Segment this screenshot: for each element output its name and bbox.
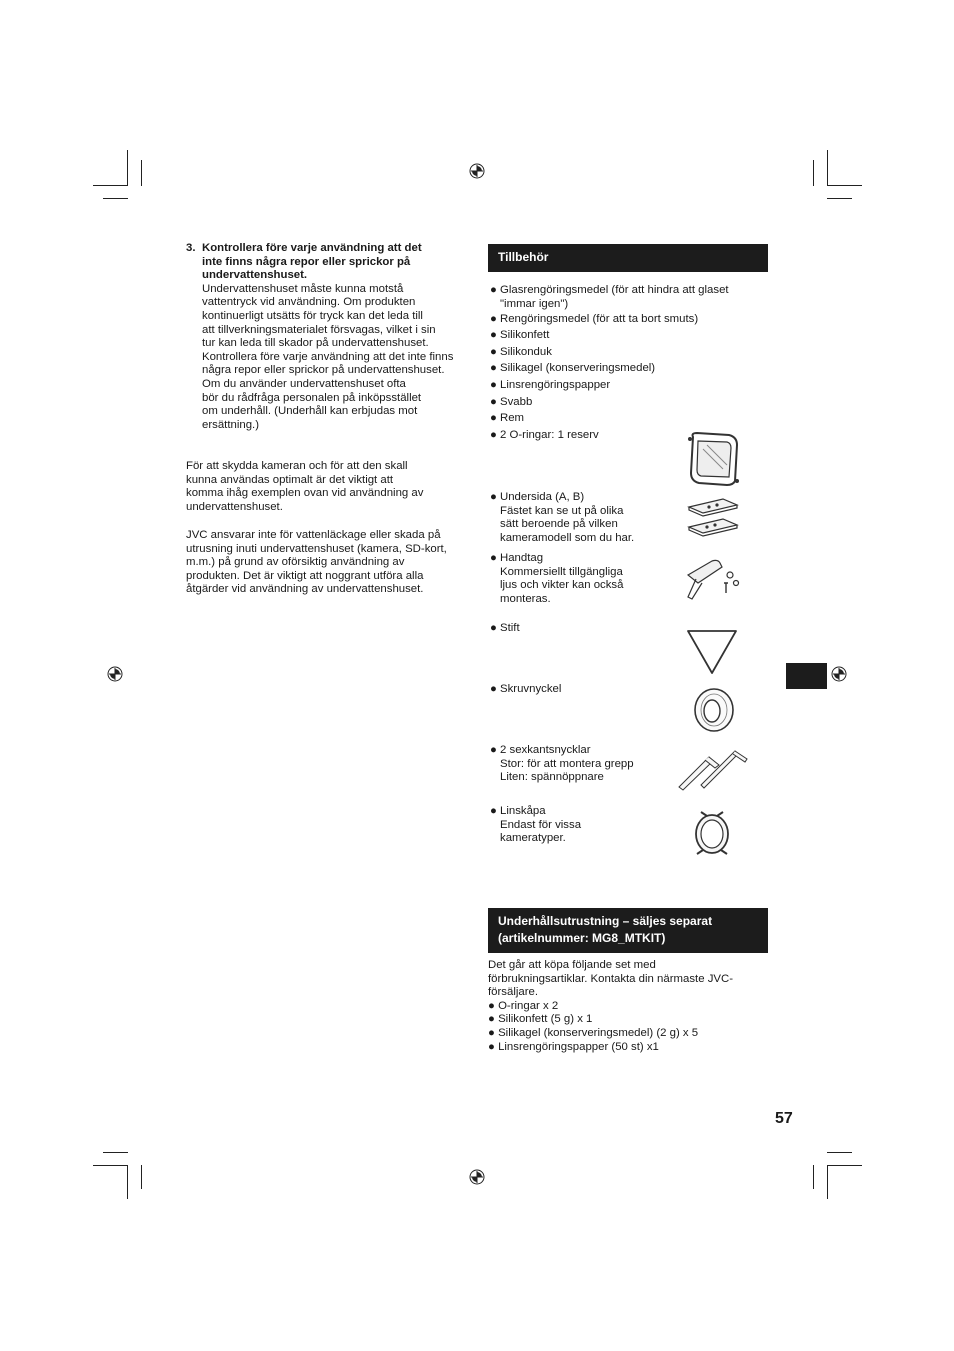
list-item: ● Silikonduk: [490, 346, 552, 358]
pin-icon: [685, 628, 739, 676]
bullet-icon: ●: [490, 552, 497, 564]
bullet-icon: ●: [488, 1013, 495, 1026]
paragraph-protect-camera: För att skydda kameran och för att den skall kunna användas optimalt är det viktigt att komma ihåg exemplen ovan vid användning av undervattenshuset.: [186, 460, 424, 513]
screw-wrench-icon: [691, 686, 735, 734]
list-item: ● Rem: [490, 412, 525, 424]
list-item: ● Rengöringsmedel (för att ta bort smuts): [490, 313, 699, 325]
lens-cover-icon: [691, 806, 733, 862]
bullet-icon: ●: [488, 1040, 495, 1053]
step-heading: Kontrollera före varje användning att det inte finns några repor eller sprickor på undervattenshuset.: [202, 242, 422, 282]
registration-mark-icon: [469, 1169, 485, 1185]
maintenance-list: Det går att köpa följande set med förbrukningsartiklar. Kontakta din närmaste JVC- försäljare. ● O-ringar x 2 ● Silikonfett (5 g) x 1 ● Silikagel (konserveringsmedel) (2 g) x 5 ● Linsrengöringspapper (50 st) x1: [488, 959, 768, 1054]
bullet-icon: ●: [490, 284, 497, 296]
bullet-icon: ●: [490, 429, 497, 441]
paragraph-liability: JVC ansvarar inte för vattenläckage eller skada på utrusning inuti undervattenshuset (kamera, SD-kort, m.m.) på grund av oförsiktig användning av produkten. Det är viktigt att noggrant utföra alla åtgärder vid användning av undervattenshuset.: [186, 529, 447, 596]
bullet-icon: ●: [490, 805, 497, 817]
list-item: ● 2 O-ringar: 1 reserv: [490, 429, 599, 441]
list-item: ● Silikagel (konserveringsmedel) (2 g) x 5: [488, 1026, 699, 1039]
bullet-icon: ●: [490, 396, 497, 408]
list-item: ● Silikonfett (5 g) x 1: [488, 1013, 593, 1026]
list-item: ● Stift: [490, 622, 520, 634]
bullet-icon: ●: [490, 683, 497, 695]
step-number: 3.: [186, 242, 196, 254]
list-item: ● Glasrengöringsmedel (för att hindra att glaset "immar igen"): [490, 284, 729, 310]
list-item: ● Silikagel (konserveringsmedel): [490, 362, 656, 374]
list-item: ● Handtag Kommersiellt tillgängliga ljus och vikter kan också monteras.: [490, 552, 624, 605]
list-item: ● Undersida (A, B) Fästet kan se ut på olika sätt beroende på vilken kameramodell som du har.: [490, 491, 635, 544]
bullet-icon: ●: [490, 329, 497, 341]
registration-mark-icon: [107, 666, 123, 682]
step-body-text: Undervattenshuset måste kunna motstå vattentryck vid användning. Om produkten kontinuerligt utsätts för tryck kan det leda till att tillverkningsmaterialet försvagas, vilket i sin tur kan leda till skador på undervattenshuset. Kontrollera före varje användning att det inte finns några repor eller sprickor på undervattenshuset. Om du använder undervattenshuset ofta bör du rådfråga personalen på inköpsstället om underhåll. (Underhåll kan erbjudas mot ersättning.): [202, 282, 454, 431]
bullet-icon: ●: [488, 1026, 495, 1039]
list-item: ● Linskåpa Endast för vissa kameratyper.: [490, 805, 582, 845]
list-item: ● Skruvnyckel: [490, 683, 562, 695]
list-item: ● Linsrengöringspapper (50 st) x1: [488, 1040, 659, 1053]
step-3: [202, 242, 474, 432]
list-item: ● Svabb: [490, 396, 533, 408]
list-item: ● Linsrengöringspapper: [490, 379, 611, 391]
bullet-icon: ●: [490, 346, 497, 358]
section-tab: [786, 663, 827, 689]
bullet-icon: ●: [490, 622, 497, 634]
o-ring-frame-icon: [683, 429, 743, 489]
hex-keys-icon: [675, 745, 751, 791]
bullet-icon: ●: [490, 313, 497, 325]
base-plate-icon: [685, 497, 741, 541]
bullet-icon: ●: [488, 999, 495, 1012]
registration-mark-icon: [469, 163, 485, 179]
list-item: ● Silikonfett: [490, 329, 550, 341]
registration-mark-icon: [831, 666, 847, 682]
page-number: 57: [775, 1110, 793, 1127]
list-item: ● O-ringar x 2: [488, 999, 559, 1012]
bullet-icon: ●: [490, 362, 497, 374]
bullet-icon: ●: [490, 412, 497, 424]
bullet-icon: ●: [490, 379, 497, 391]
list-item: ● 2 sexkantsnycklar Stor: för att montera grepp Liten: spännöppnare: [490, 744, 634, 784]
maintenance-heading: Underhållsutrustning – säljes separat (artikelnummer: MG8_MTKIT): [488, 908, 768, 953]
bullet-icon: ●: [490, 491, 497, 503]
bullet-icon: ●: [490, 744, 497, 756]
handle-icon: [682, 553, 744, 601]
accessories-heading: Tillbehör: [488, 244, 768, 272]
